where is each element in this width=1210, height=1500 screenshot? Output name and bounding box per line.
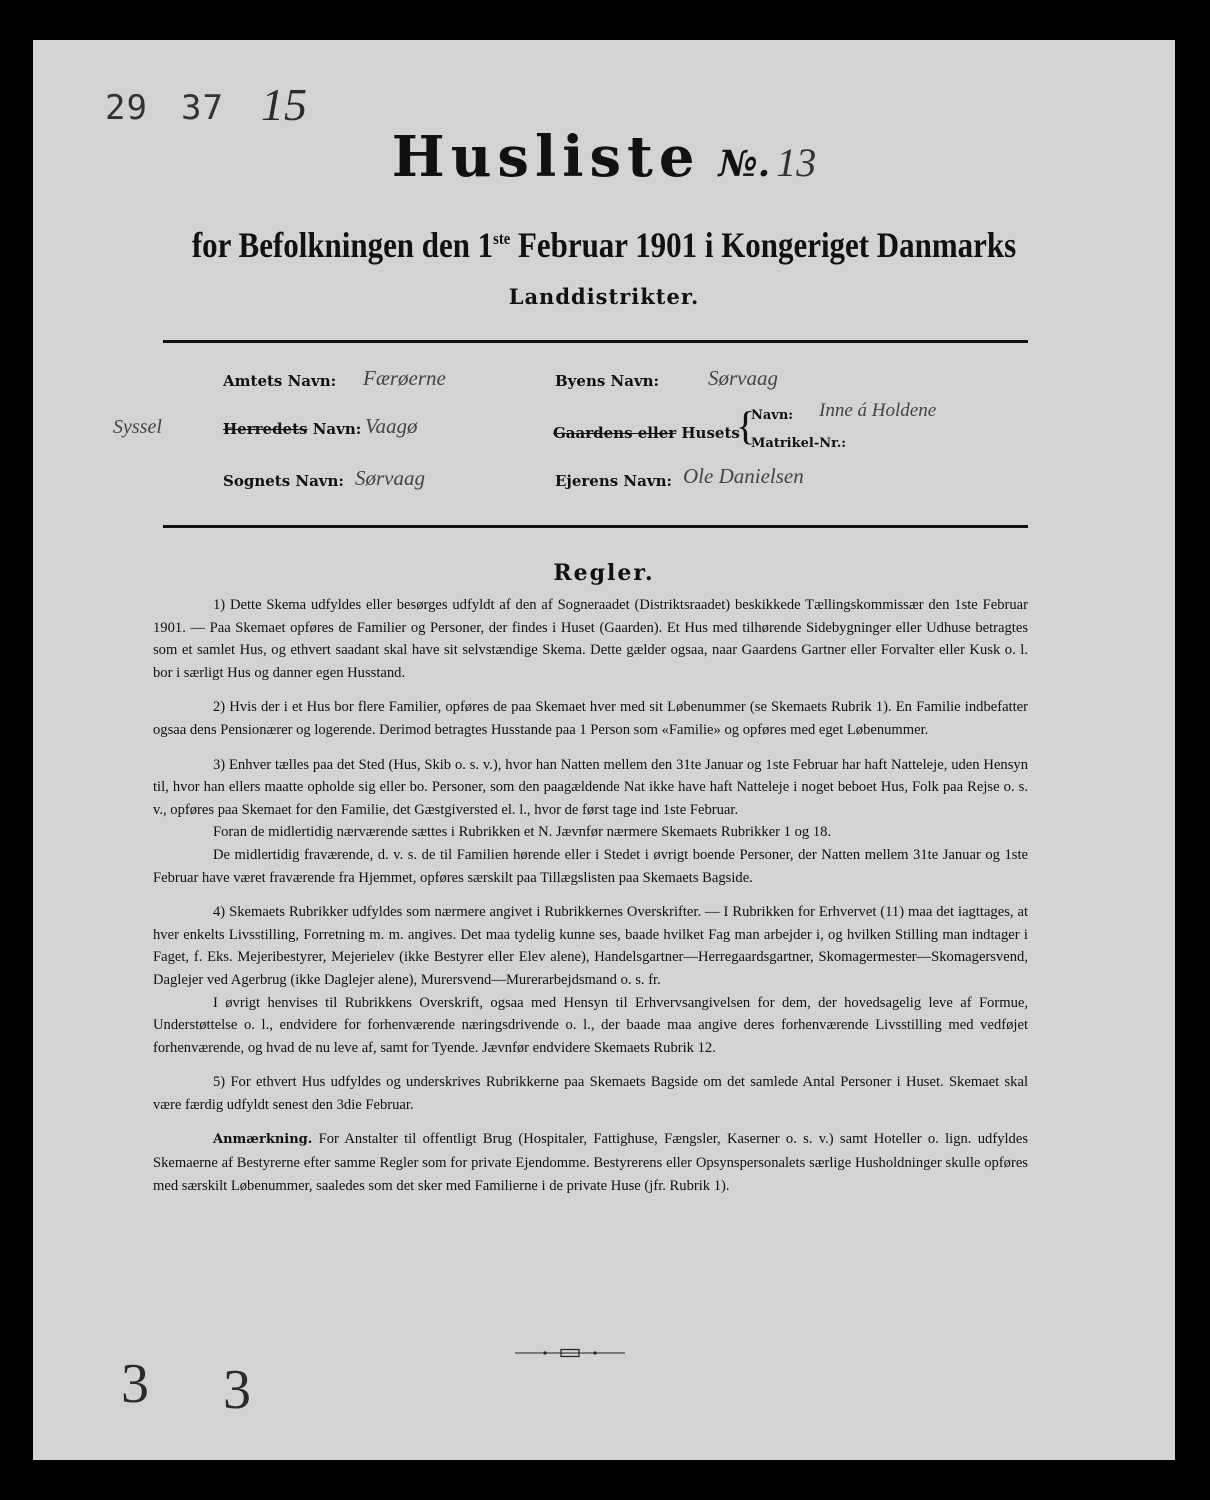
sogn-value: Sørvaag [355,466,425,490]
handwritten-page-number: 15 [261,79,307,130]
amt-value: Færøerne [363,366,446,390]
note-paragraph [153,1128,1028,1197]
herred-value: Vaagø [365,414,418,438]
rule-4-extra: I øvrigt henvises til Rubrikkens Overskrift, ogsaa med Hensyn til Erhvervsangivelsen for dem, der hovedsagelig leve af Formue, Understøttelse o. l., endvidere for forhenværende næringsdrivende o. l., der baade maa angive deres forhenværende Livsstilling med vedføjet forhenværende, og hvad de nu leve af, samt for Tyende. Jævnfør endvidere Skemaets Rubrik 12. [153,994,1028,1056]
herred-label-struck: Herredets [223,420,308,438]
amt-label: Amtets Navn: [223,372,337,390]
handwritten-bottom-number: 3 [121,1353,149,1415]
sogn-label: Sognets Navn: [223,472,344,490]
divider-bottom [163,525,1028,528]
subtitle-pre: for Befolkningen den 1 [191,225,494,265]
census-form-page [33,40,1175,1460]
rule-5: 5) For ethvert Hus udfyldes og underskrives Rubrikkerne paa Skemaets Bagside om det samlede Antal Personer i Huset. Skemaet skal være færdig udfyldt senest den 3die Februar. [153,1074,1028,1113]
subtitle-sup: ste [493,229,511,248]
rule-4: 4) Skemaets Rubrikker udfyldes som nærmere angivet i Rubrikkernes Overskrifter. — I Rubrikken for Erhvervet (11) maa det iagttages, at hver enkelts Livsstilling, Forretning m. m. angives. Det maa tydelig kunne ses, baade hvilket Fag man arbejder i, og hvilken Stilling man indtager i Faget, f. Eks. Mejeribestyrer, Mejerielev (ikke Bestyrer eller Elev alene), Handelsgartner—Herregaardsgartner, Skomagermester—Skomagersvend, Daglejer ved Agerbrug (ikke Daglejer alene), Murersvend—Murerarbejdsmand o. s. fr. [153,904,1028,988]
number-label: №. [718,143,771,185]
note-text: For Anstalter til offentligt Brug (Hospitaler, Fattighuse, Fængsler, Kaserner o. s. v.) samt Hoteller o. lign. udfyldes Skemaerne af Bestyrerne efter samme Regler som for private Ejendomme. Bestyrerens eller Opsynspersonalets særlige Husholdninger skulle opføres med særskilt Løbenummer, saaledes som det sker med Familierne i de private Huse (jfr. Rubrik 1). [153,1131,1028,1194]
rules-heading: Regler. [553,560,655,586]
ejer-value: Ole Danielsen [683,464,804,488]
note-label: Anmærkning. [213,1132,313,1148]
form-subtitle [113,224,1095,266]
archive-stamp-number: 37 [181,88,224,128]
form-title [33,124,1175,190]
gaard-label-struck: Gaardens eller [553,424,677,442]
rule-3: 3) Enhver tælles paa det Sted (Hus, Skib o. s. v.), hvor han Natten mellem den 31te Januar og 1ste Februar har haft Natteleje, uden Hensyn til, hvor han ellers maatte opholde sig eller bo. Personer, som den paagældende Nat ikke have haft Natteleje i noget beboet Hus, Folk paa Rejse o. s. v., opføres paa Skemaet for den Familie, det Gæstgiversted el. l., hvor de først tage ind 1ste Februar. [153,756,1028,818]
district-heading: Landdistrikter. [508,284,700,309]
ornament-divider [515,1348,625,1358]
house-list-number: 13 [776,140,817,185]
by-value: Sørvaag [708,366,778,390]
by-label: Byens Navn: [555,372,660,390]
rules-body [153,594,1028,1197]
ejer-label: Ejerens Navn: [555,472,673,490]
rule-2: 2) Hvis der i et Hus bor flere Familier, opføres de paa Skemaet hver med sit Løbenummer (se Skemaets Rubrik 1). En Familie indbefatter ogsaa dens Pensionærer og logerende. Derimod betragtes Husstande paa 1 Person som «Familie» og opføres med eget Løbenummer. [153,699,1028,738]
handwritten-bottom-number: 3 [223,1359,251,1421]
divider-top [163,340,1028,343]
matrikel-label: Matrikel-Nr.: [751,436,847,451]
title-husliste: Husliste [391,124,701,190]
subtitle-post: Februar 1901 i Kongeriget Danmarks [510,225,1017,265]
archive-stamp-number: 29 [105,88,148,128]
rule-3-absent: De midlertidig fraværende, d. v. s. de til Familien hørende eller i Stedet i øvrigt boende Personer, der Natten mellem 31te Januar og 1ste Februar have været fraværende fra Hjemmet, opføres særskilt paa Tillægslisten paa Skemaets Bagside. [153,846,1028,886]
gaard-label [553,424,740,442]
field-brace: { [736,403,756,448]
handwritten-margin-note: Syssel [113,416,162,438]
rule-1: 1) Dette Skema udfyldes eller besørges udfyldt af den af Sogneraadet (Distriktsraadet) beskikkede Tællingskommissær den 1ste Februar 1901. — Paa Skemaet opføres de Familier og Personer, der findes i Huset (Gaarden). Et Hus med tilhørende Sidebygninger eller Udhuse betragtes som et samlet Hus, og ethvert saadant skal have sit selvstændige Skema. Dette gælder ogsaa, naar Gaardens Gartner eller Forvalter eller Kusk o. l. bor i særligt Hus og danner egen Husstand. [153,597,1028,681]
navn-value: Inne á Holdene [819,400,937,421]
rule-3-present: Foran de midlertidig nærværende sættes i Rubrikken et N. Jævnfør nærmere Skemaets Rubrikker 1 og 18. [213,824,832,841]
gaard-label-rest: Husets [676,424,740,442]
herred-label [223,420,361,438]
navn-label: Navn: [751,408,794,423]
herred-label-rest: Navn: [307,420,362,438]
